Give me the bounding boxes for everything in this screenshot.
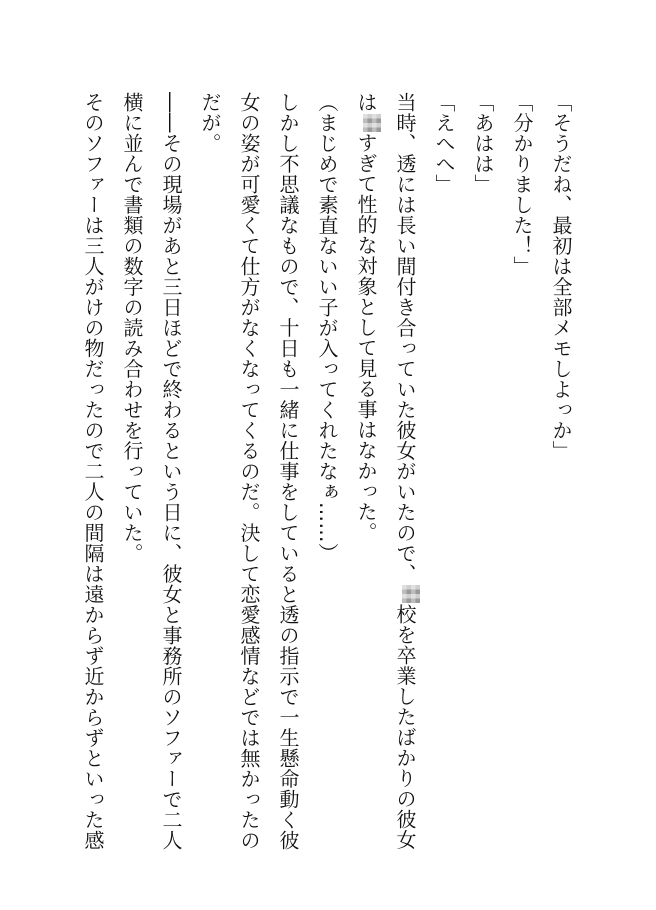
dialogue-line-2: 「分かりました！」	[510, 92, 534, 277]
narration-1-part-a: 当時、透には長い間付き合っていた彼女がいたので、	[393, 92, 417, 584]
censor-mosaic	[363, 114, 381, 132]
thought-line: （まじめで素直ないい子が入ってくれたなぁ……）	[315, 92, 339, 564]
narration-paragraph-3: ――その現場があと三日ほどで終わるという日に、彼女と事務所のソファーで二人横に並んで書類の数字の読み合わせを行っていた。	[120, 92, 183, 851]
dialogue-line-4: 「えへへ」	[432, 92, 456, 195]
narration-paragraph-1	[346, 92, 424, 852]
narration-1-part-c: すぎて性的な対象として見る事はなかった。	[354, 132, 378, 543]
narration-paragraph-4: そのソファーは三人がけの物だったので二人の間隔は遠からず近からずといった感	[81, 92, 105, 851]
narration-paragraph-2: しかし不思議なもので、十日も一緒に仕事をしていると透の指示で一生懸命動く彼女の姿が可愛くて仕方がなくなってくるのだ。決して恋愛感情などでは無かったのだが。	[198, 92, 300, 851]
censor-mosaic	[402, 585, 420, 603]
narration-1-part-b: 校を卒業したばかりの彼女は	[354, 92, 417, 850]
dialogue-line-1: 「そうだね、最初は全部メモしよっか」	[549, 92, 573, 461]
dialogue-line-3: 「あはは」	[471, 92, 495, 195]
vertical-text-body	[73, 92, 580, 852]
